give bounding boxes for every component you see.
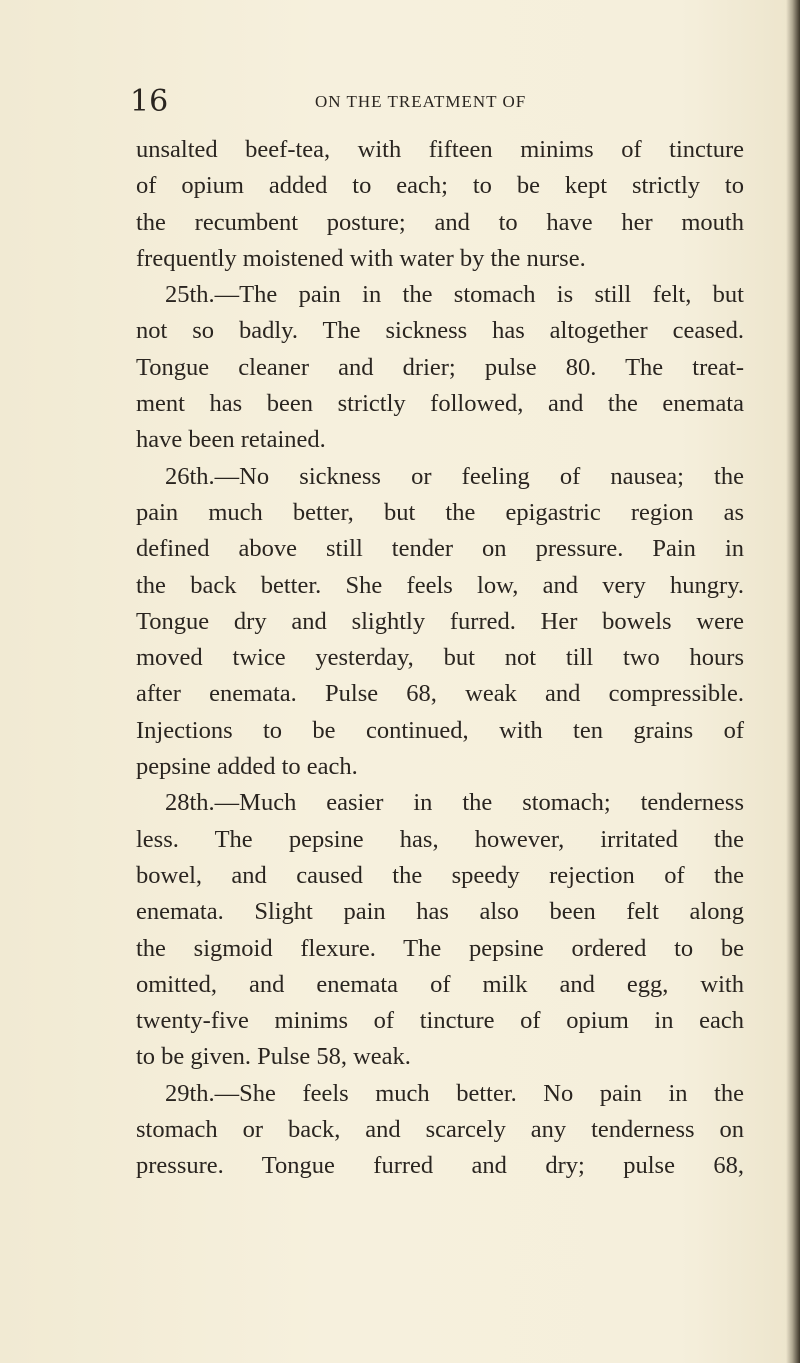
text-line: pressure. Tongue furred and dry; pulse 68, <box>136 1152 744 1180</box>
entry-28th-line: 28th.—Much easier in the stomach; tenderness <box>165 789 744 817</box>
text-line: pepsine added to each. <box>136 753 358 781</box>
text-line: unsalted beef-tea, with fifteen minims of tincture <box>136 136 744 163</box>
text-line: enemata. Slight pain has also been felt along <box>136 898 744 926</box>
text-line: ment has been strictly followed, and the enemata <box>136 390 744 418</box>
running-head <box>130 86 744 118</box>
text-line: have been retained. <box>136 426 326 454</box>
text-line: to be given. Pulse 58, weak. <box>136 1043 411 1071</box>
body-text <box>136 132 744 1185</box>
text-line: Injections to be continued, with ten grains of <box>136 716 744 744</box>
text-line: the back better. She feels low, and very hungry. <box>136 571 744 599</box>
entry-26th-line: 26th.—No sickness or feeling of nausea; the <box>165 462 744 490</box>
text-line: of opium added to each; to be kept strictly to <box>136 172 744 200</box>
text-line: less. The pepsine has, however, irritated the <box>136 825 744 853</box>
entry-29th-line: 29th.—She feels much better. No pain in the <box>165 1079 744 1107</box>
text-line: pain much better, but the epigastric region as <box>136 498 744 526</box>
page-number: 16 <box>130 84 169 119</box>
text-line: twenty-five minims of tincture of opium in each <box>136 1007 744 1035</box>
text-line: defined above still tender on pressure. Pain in <box>136 535 744 563</box>
text-line: the sigmoid flexure. The pepsine ordered to be <box>136 934 744 962</box>
text-line: bowel, and caused the speedy rejection of the <box>136 861 744 889</box>
text-line: after enemata. Pulse 68, weak and compressible. <box>136 680 744 708</box>
text-line: frequently moistened with water by the nurse. <box>136 244 586 272</box>
entry-25th-line: 25th.—The pain in the stomach is still felt, but <box>165 281 744 309</box>
text-line: not so badly. The sickness has altogether ceased. <box>136 317 744 345</box>
page-binding-edge <box>786 0 800 1363</box>
text-line: omitted, and enemata of milk and egg, with <box>136 970 744 998</box>
text-line: the recumbent posture; and to have her mouth <box>136 208 744 236</box>
text-line: Tongue dry and slightly furred. Her bowels were <box>136 607 744 635</box>
running-title: ON THE TREATMENT OF <box>315 92 527 111</box>
text-line: Tongue cleaner and drier; pulse 80. The treat- <box>136 353 744 381</box>
text-line: moved twice yesterday, but not till two hours <box>136 644 744 672</box>
text-line: stomach or back, and scarcely any tenderness on <box>136 1116 744 1144</box>
